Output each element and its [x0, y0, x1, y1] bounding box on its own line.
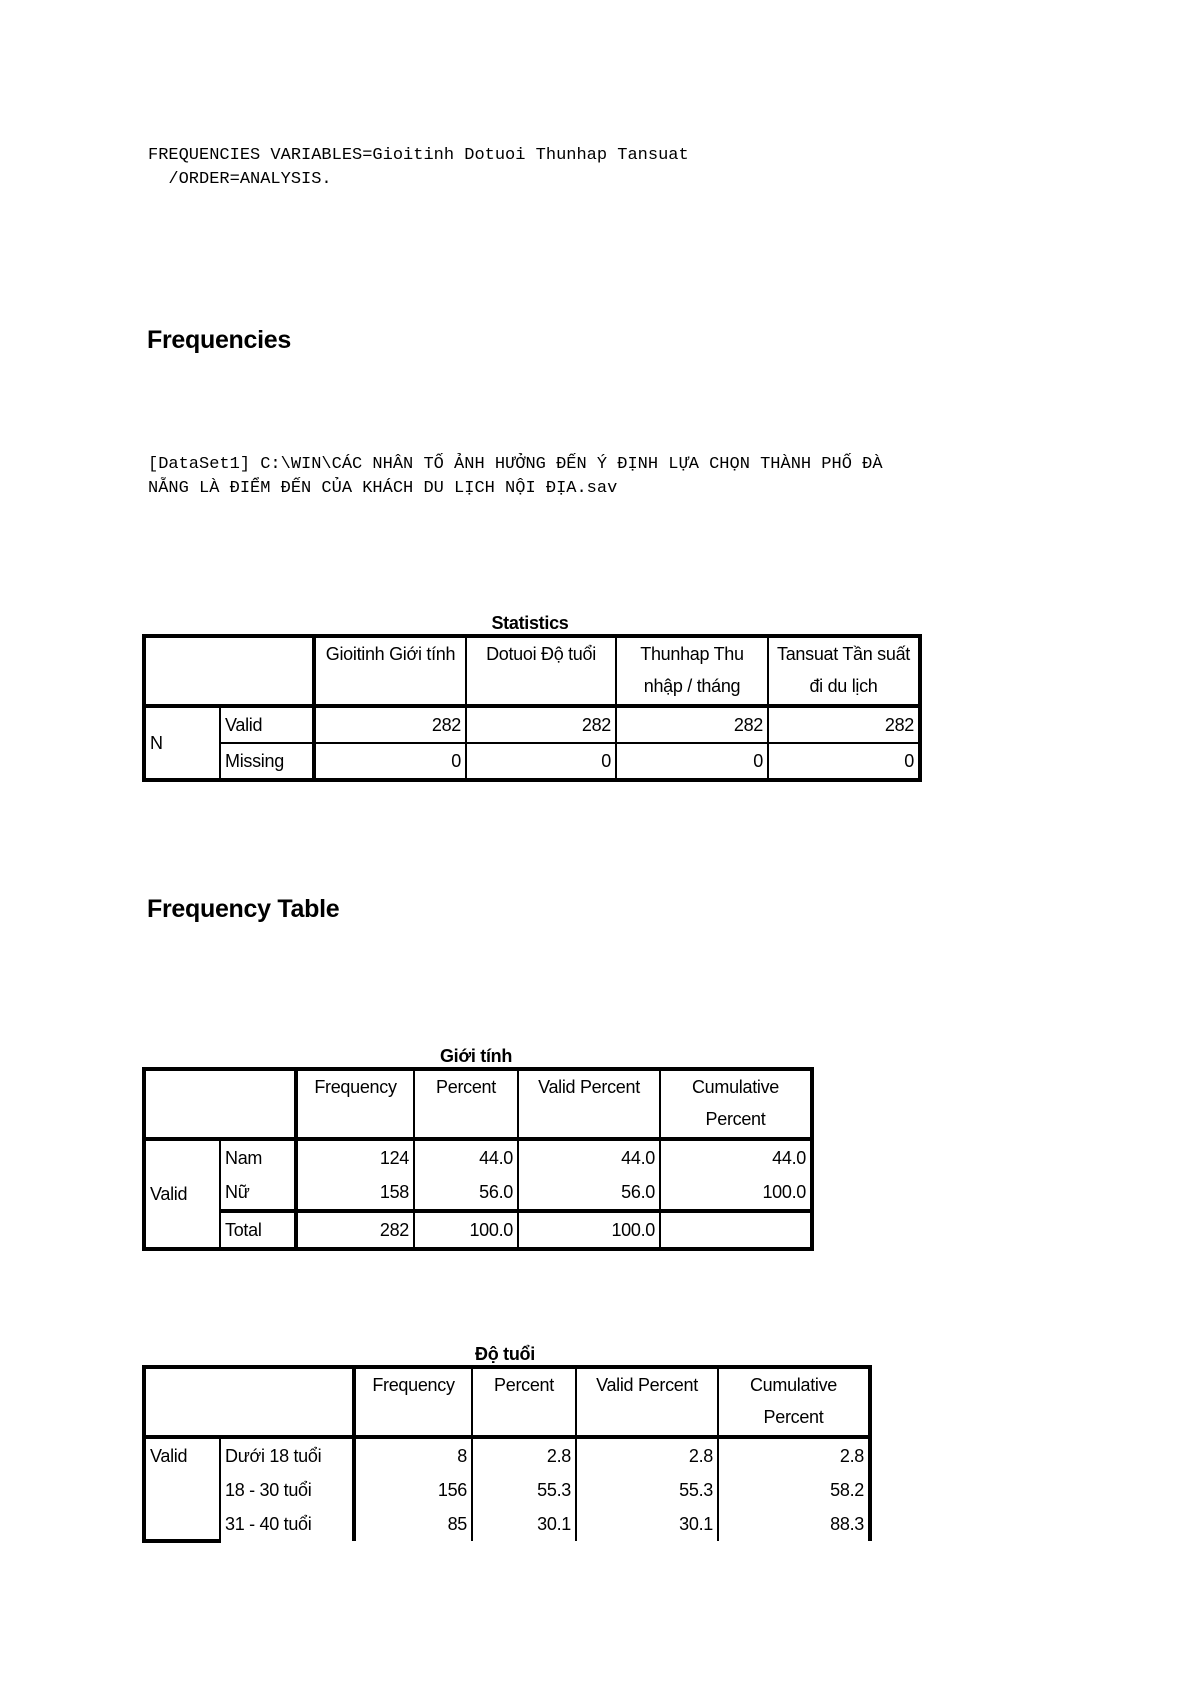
- statistics-corner-cell: [144, 636, 314, 706]
- value-cell: 2.8: [718, 1437, 870, 1473]
- value-cell: 55.3: [472, 1473, 576, 1507]
- dataset-path: [148, 453, 883, 501]
- value-cell: 30.1: [472, 1507, 576, 1541]
- value-cell: 282: [616, 706, 768, 743]
- row-label: Nam: [220, 1139, 296, 1175]
- value-cell: 124: [296, 1139, 414, 1175]
- value-cell: 0: [768, 743, 920, 780]
- table-row: [144, 1139, 812, 1175]
- statistics-table: [142, 634, 922, 782]
- value-cell: 282: [466, 706, 616, 743]
- table-row: [144, 1175, 812, 1211]
- col-header: Valid Percent: [576, 1367, 718, 1437]
- col-header: Gioitinh Giới tính: [314, 636, 466, 706]
- col-header: Thunhap Thu nhập / tháng: [616, 636, 768, 706]
- value-cell: 85: [354, 1507, 472, 1541]
- value-cell: 100.0: [518, 1211, 660, 1249]
- row-label: 18 - 30 tuổi: [220, 1473, 354, 1507]
- col-header: Valid Percent: [518, 1069, 660, 1139]
- value-cell: 0: [616, 743, 768, 780]
- value-cell: 44.0: [414, 1139, 518, 1175]
- row-label: Missing: [220, 743, 314, 780]
- value-cell: 58.2: [718, 1473, 870, 1507]
- col-header: Frequency: [296, 1069, 414, 1139]
- value-cell: 282: [314, 706, 466, 743]
- col-header: Dotuoi Độ tuổi: [466, 636, 616, 706]
- do-tuoi-header-row: [144, 1367, 870, 1437]
- value-cell: 2.8: [576, 1437, 718, 1473]
- value-cell: 44.0: [518, 1139, 660, 1175]
- statistics-title: Statistics: [491, 613, 569, 633]
- row-label: Valid: [220, 706, 314, 743]
- col-header: Cumulative Percent: [718, 1367, 870, 1437]
- value-cell: 56.0: [414, 1175, 518, 1211]
- value-cell: 56.0: [518, 1175, 660, 1211]
- statistics-table-block: [142, 612, 922, 782]
- col-header: Cumulative Percent: [660, 1069, 812, 1139]
- gioi-tinh-table: [142, 1067, 814, 1251]
- table-row: [144, 743, 920, 780]
- value-cell: 282: [768, 706, 920, 743]
- col-header: Tansuat Tần suất đi du lịch: [768, 636, 920, 706]
- row-label: Total: [220, 1211, 296, 1249]
- value-cell: 8: [354, 1437, 472, 1473]
- row-group-label: Valid: [144, 1139, 220, 1249]
- value-cell: 88.3: [718, 1507, 870, 1541]
- table-row: [144, 1507, 870, 1541]
- gioi-tinh-title: Giới tính: [439, 1046, 513, 1066]
- value-cell: 55.3: [576, 1473, 718, 1507]
- corner-cell: [144, 1069, 296, 1139]
- col-header: Percent: [472, 1367, 576, 1437]
- frequency-table-heading: Frequency Table: [147, 895, 340, 923]
- value-cell: [660, 1211, 812, 1249]
- gioi-tinh-table-block: [142, 1045, 814, 1251]
- col-header: Frequency: [354, 1367, 472, 1437]
- table-row: [144, 706, 920, 743]
- frequencies-heading: Frequencies: [147, 326, 291, 354]
- value-cell: 44.0: [660, 1139, 812, 1175]
- do-tuoi-table-block: [142, 1343, 872, 1543]
- value-cell: 30.1: [576, 1507, 718, 1541]
- row-label: Dưới 18 tuổi: [220, 1437, 354, 1473]
- value-cell: 0: [314, 743, 466, 780]
- value-cell: 156: [354, 1473, 472, 1507]
- value-cell: 0: [466, 743, 616, 780]
- dataset-line-2: NẴNG LÀ ĐIỂM ĐẾN CỦA KHÁCH DU LỊCH NỘI ĐỊA.sav: [148, 479, 618, 498]
- do-tuoi-table: [142, 1365, 872, 1543]
- syntax-line-2: /ORDER=ANALYSIS.: [148, 170, 332, 189]
- value-cell: 100.0: [660, 1175, 812, 1211]
- table-row: [144, 1473, 870, 1507]
- value-cell: 158: [296, 1175, 414, 1211]
- row-group-label: N: [144, 706, 220, 780]
- statistics-header-row: [144, 636, 920, 706]
- value-cell: 100.0: [414, 1211, 518, 1249]
- table-row: [144, 1211, 812, 1249]
- syntax-block: [148, 144, 689, 192]
- col-header: Percent: [414, 1069, 518, 1139]
- row-group-label: Valid: [144, 1437, 220, 1541]
- value-cell: 2.8: [472, 1437, 576, 1473]
- do-tuoi-title: Độ tuổi: [475, 1344, 535, 1364]
- dataset-line-1: [DataSet1] C:\WIN\CÁC NHÂN TỐ ẢNH HƯỞNG ĐẾN Ý ĐỊNH LỰA CHỌN THÀNH PHỐ ĐÀ: [148, 455, 883, 474]
- table-row: [144, 1437, 870, 1473]
- row-label: 31 - 40 tuổi: [220, 1507, 354, 1541]
- value-cell: 282: [296, 1211, 414, 1249]
- corner-cell: [144, 1367, 354, 1437]
- syntax-line-1: FREQUENCIES VARIABLES=Gioitinh Dotuoi Thunhap Tansuat: [148, 146, 689, 165]
- row-label: Nữ: [220, 1175, 296, 1211]
- gioi-tinh-header-row: [144, 1069, 812, 1139]
